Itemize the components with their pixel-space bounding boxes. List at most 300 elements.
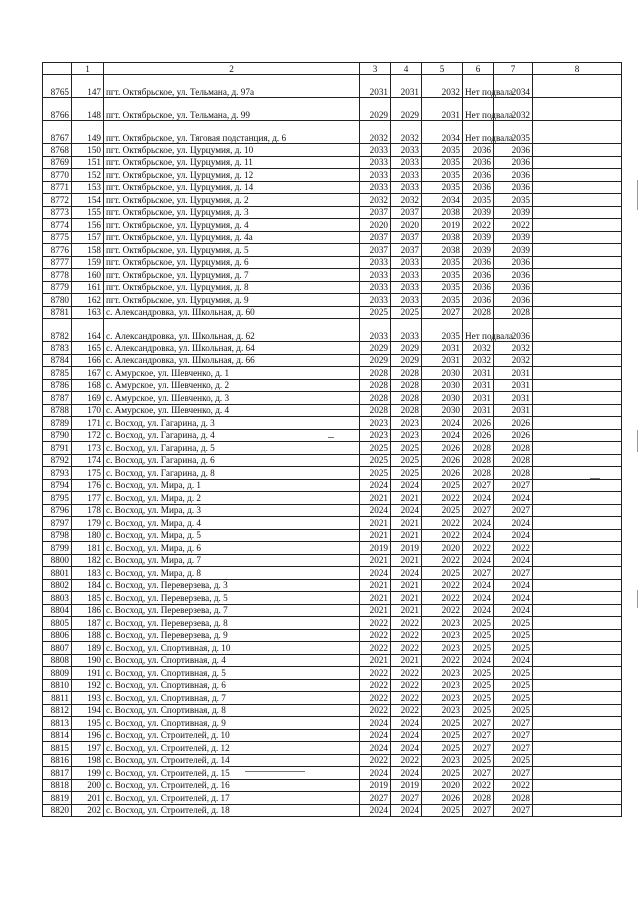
cell-addr: пгт. Октябрьское, ул. Цурцумия, д. 4а — [104, 231, 360, 244]
table-row — [43, 717, 622, 730]
cell-c4: 2033 — [391, 144, 422, 157]
table-row — [43, 567, 622, 580]
cell-c4: 2028 — [391, 404, 422, 417]
cell-c4: 2024 — [391, 804, 422, 817]
table-row — [43, 231, 622, 244]
table-row — [43, 604, 622, 617]
cell-c3: 2022 — [360, 617, 391, 630]
cell-c3: 2019 — [360, 542, 391, 555]
cell-i: 159 — [72, 256, 104, 269]
cell-addr: с. Восход, ул. Гагарина, д. 5 — [104, 442, 360, 455]
cell-c5: 2025 — [422, 804, 463, 817]
cell-addr: с. Восход, ул. Спортивная, д. 5 — [104, 667, 360, 680]
cell-c6: 2028 — [463, 454, 494, 467]
cell-n: 8807 — [43, 642, 72, 655]
cell-c3: 2021 — [360, 579, 391, 592]
cell-addr: с. Восход, ул. Мира, д. 4 — [104, 517, 360, 530]
cell-c7: 2025 — [494, 617, 533, 630]
cell-c7: 2025 — [494, 679, 533, 692]
cell-c6: 2027 — [463, 804, 494, 817]
cell-c3: 2021 — [360, 592, 391, 605]
cell-addr: с. Восход, ул. Переверзева, д. 7 — [104, 604, 360, 617]
cell-c7: 2026 — [494, 429, 533, 442]
cell-n: 8779 — [43, 281, 72, 294]
cell-addr: с. Восход, ул. Мира, д. 8 — [104, 567, 360, 580]
cell-c3: 2023 — [360, 417, 391, 430]
cell-c7: 2031 — [494, 367, 533, 380]
cell-c4: 2037 — [391, 231, 422, 244]
cell-i: 152 — [72, 169, 104, 182]
cell-c6: 2025 — [463, 642, 494, 655]
header-row — [43, 63, 622, 75]
cell-c3: 2029 — [360, 342, 391, 355]
cell-c5: 2026 — [422, 442, 463, 455]
cell-n: 8793 — [43, 467, 72, 480]
cell-c6: 2027 — [463, 767, 494, 780]
cell-c5: 2024 — [422, 417, 463, 430]
cell-n: 8781 — [43, 306, 72, 319]
cell-addr: пгт. Октябрьское, ул. Тельмана, д. 99 — [104, 98, 360, 121]
cell-c8 — [533, 392, 622, 405]
cell-c4: 2019 — [391, 542, 422, 555]
cell-i: 193 — [72, 692, 104, 705]
cell-c8 — [533, 504, 622, 517]
cell-i: 170 — [72, 404, 104, 417]
cell-i: 178 — [72, 504, 104, 517]
cell-c5: 2027 — [422, 306, 463, 319]
cell-i: 192 — [72, 679, 104, 692]
cell-c3: 2025 — [360, 454, 391, 467]
cell-addr: пгт. Октябрьское, ул. Цурцумия, д. 11 — [104, 156, 360, 169]
cell-n: 8818 — [43, 779, 72, 792]
cell-n: 8765 — [43, 75, 72, 98]
cell-c4: 2024 — [391, 479, 422, 492]
cell-c6: 2036 — [463, 256, 494, 269]
scan-smudge — [328, 437, 334, 438]
cell-addr: с. Восход, ул. Гагарина, д. 8 — [104, 467, 360, 480]
cell-c5: 2022 — [422, 517, 463, 530]
cell-c6: 2036 — [463, 169, 494, 182]
cell-c7: 2024 — [494, 604, 533, 617]
cell-i: 186 — [72, 604, 104, 617]
table-row — [43, 529, 622, 542]
cell-c8 — [533, 604, 622, 617]
cell-c6: 2027 — [463, 479, 494, 492]
cell-c8 — [533, 429, 622, 442]
cell-c5: 2030 — [422, 367, 463, 380]
cell-n: 8794 — [43, 479, 72, 492]
cell-n: 8802 — [43, 579, 72, 592]
cell-n: 8798 — [43, 529, 72, 542]
cell-c5: 2024 — [422, 429, 463, 442]
cell-c6: 2036 — [463, 156, 494, 169]
table-row — [43, 256, 622, 269]
cell-n: 8785 — [43, 367, 72, 380]
table-row — [43, 642, 622, 655]
table-row — [43, 617, 622, 630]
table-row — [43, 194, 622, 207]
cell-c4: 2021 — [391, 592, 422, 605]
cell-c5: 2038 — [422, 244, 463, 257]
cell-c6: 2022 — [463, 779, 494, 792]
cell-i: 158 — [72, 244, 104, 257]
cell-i: 181 — [72, 542, 104, 555]
cell-n: 8805 — [43, 617, 72, 630]
cell-addr: с. Восход, ул. Переверзева, д. 5 — [104, 592, 360, 605]
cell-c8 — [533, 269, 622, 282]
cell-c8 — [533, 306, 622, 319]
table-row — [43, 429, 622, 442]
table-row — [43, 219, 622, 232]
cell-c8 — [533, 75, 622, 98]
cell-n: 8774 — [43, 219, 72, 232]
cell-c3: 2032 — [360, 194, 391, 207]
table-row — [43, 392, 622, 405]
cell-c8 — [533, 144, 622, 157]
cell-i: 149 — [72, 121, 104, 144]
cell-c5: 2035 — [422, 144, 463, 157]
table-row — [43, 454, 622, 467]
table-row — [43, 504, 622, 517]
cell-c8 — [533, 256, 622, 269]
cell-n: 8799 — [43, 542, 72, 555]
table-row — [43, 679, 622, 692]
table-row — [43, 554, 622, 567]
cell-n: 8791 — [43, 442, 72, 455]
cell-c5: 2026 — [422, 792, 463, 805]
cell-c4: 2037 — [391, 206, 422, 219]
cell-i: 194 — [72, 704, 104, 717]
cell-c7: 2022 — [494, 219, 533, 232]
cell-c5: 2030 — [422, 404, 463, 417]
cell-i: 161 — [72, 281, 104, 294]
table-row — [43, 75, 622, 98]
cell-n: 8768 — [43, 144, 72, 157]
cell-c6: 2036 — [463, 144, 494, 157]
cell-addr: с. Восход, ул. Гагарина, д. 4 — [104, 429, 360, 442]
cell-i: 197 — [72, 742, 104, 755]
cell-addr: с. Восход, ул. Строителей, д. 17 — [104, 792, 360, 805]
table-row — [43, 169, 622, 182]
cell-c4: 2023 — [391, 429, 422, 442]
cell-c6: 2028 — [463, 467, 494, 480]
cell-addr: с. Восход, ул. Строителей, д. 18 — [104, 804, 360, 817]
cell-c6: 2026 — [463, 429, 494, 442]
cell-c8 — [533, 767, 622, 780]
cell-c6: 2025 — [463, 679, 494, 692]
cell-c7: 2027 — [494, 804, 533, 817]
cell-c8 — [533, 294, 622, 307]
cell-c8 — [533, 542, 622, 555]
cell-c3: 2021 — [360, 517, 391, 530]
cell-c4: 2033 — [391, 294, 422, 307]
cell-c4: 2023 — [391, 417, 422, 430]
cell-c8 — [533, 779, 622, 792]
cell-c7: 2036 — [494, 281, 533, 294]
cell-n: 8816 — [43, 754, 72, 767]
cell-n: 8797 — [43, 517, 72, 530]
cell-c4: 2021 — [391, 517, 422, 530]
table-body — [43, 75, 622, 817]
table-row — [43, 342, 622, 355]
cell-c3: 2022 — [360, 754, 391, 767]
cell-addr: с. Амурское, ул. Шевченко, д. 3 — [104, 392, 360, 405]
cell-c3: 2037 — [360, 231, 391, 244]
cell-addr: пгт. Октябрьское, ул. Цурцумия, д. 8 — [104, 281, 360, 294]
cell-c8 — [533, 567, 622, 580]
table-row — [43, 667, 622, 680]
cell-addr: пгт. Октябрьское, ул. Цурцумия, д. 12 — [104, 169, 360, 182]
cell-c6: 2025 — [463, 629, 494, 642]
cell-c6: 2031 — [463, 367, 494, 380]
cell-n: 8808 — [43, 654, 72, 667]
cell-c3: 2033 — [360, 144, 391, 157]
cell-c4: 2024 — [391, 742, 422, 755]
header-cell: 1 — [72, 63, 104, 75]
cell-c7: 2036 — [494, 169, 533, 182]
cell-i: 198 — [72, 754, 104, 767]
header-cell: 6 — [463, 63, 494, 75]
cell-n: 8795 — [43, 492, 72, 505]
cell-c6: 2028 — [463, 792, 494, 805]
cell-n: 8814 — [43, 729, 72, 742]
cell-i: 177 — [72, 492, 104, 505]
cell-n: 8806 — [43, 629, 72, 642]
table-row — [43, 579, 622, 592]
table-row — [43, 767, 622, 780]
cell-c4: 2028 — [391, 379, 422, 392]
table-row — [43, 269, 622, 282]
table-row — [43, 294, 622, 307]
cell-c3: 2022 — [360, 704, 391, 717]
cell-c6: 2039 — [463, 231, 494, 244]
cell-c6: 2025 — [463, 704, 494, 717]
table-row — [43, 206, 622, 219]
cell-c7: 2024 — [494, 579, 533, 592]
cell-addr: с. Амурское, ул. Шевченко, д. 4 — [104, 404, 360, 417]
cell-c8 — [533, 454, 622, 467]
cell-c5: 2031 — [422, 98, 463, 121]
cell-c5: 2022 — [422, 604, 463, 617]
cell-c5: 2026 — [422, 454, 463, 467]
cell-c5: 2022 — [422, 579, 463, 592]
cell-i: 150 — [72, 144, 104, 157]
cell-c7: 2026 — [494, 417, 533, 430]
cell-c4: 2024 — [391, 504, 422, 517]
table-row — [43, 379, 622, 392]
cell-c8 — [533, 417, 622, 430]
cell-i: 166 — [72, 354, 104, 367]
cell-c7: 2039 — [494, 231, 533, 244]
cell-c4: 2021 — [391, 492, 422, 505]
cell-c4: 2032 — [391, 121, 422, 144]
cell-c5: 2020 — [422, 542, 463, 555]
cell-c4: 2029 — [391, 98, 422, 121]
cell-c8 — [533, 319, 622, 342]
cell-c3: 2022 — [360, 679, 391, 692]
cell-c8 — [533, 354, 622, 367]
cell-i: 154 — [72, 194, 104, 207]
cell-c3: 2032 — [360, 121, 391, 144]
table-row — [43, 592, 622, 605]
cell-addr: с. Восход, ул. Спортивная, д. 7 — [104, 692, 360, 705]
cell-n: 8812 — [43, 704, 72, 717]
cell-c8 — [533, 244, 622, 257]
cell-c4: 2020 — [391, 219, 422, 232]
cell-addr: с. Восход, ул. Мира, д. 2 — [104, 492, 360, 505]
cell-c8 — [533, 754, 622, 767]
cell-c3: 2027 — [360, 792, 391, 805]
cell-c3: 2028 — [360, 379, 391, 392]
cell-i: 155 — [72, 206, 104, 219]
cell-n: 8810 — [43, 679, 72, 692]
cell-c8 — [533, 156, 622, 169]
cell-c4: 2028 — [391, 392, 422, 405]
cell-addr: с. Восход, ул. Мира, д. 7 — [104, 554, 360, 567]
cell-c6: 2024 — [463, 592, 494, 605]
cell-c6: 2024 — [463, 654, 494, 667]
cell-c7: 2032 — [494, 342, 533, 355]
cell-c4: 2033 — [391, 181, 422, 194]
cell-c5: 2023 — [422, 754, 463, 767]
cell-c7: 2025 — [494, 642, 533, 655]
cell-n: 8789 — [43, 417, 72, 430]
cell-c7: 2024 — [494, 517, 533, 530]
cell-c6: Нет подвала — [463, 319, 494, 342]
cell-c3: 2037 — [360, 244, 391, 257]
cell-c5: 2035 — [422, 281, 463, 294]
cell-c5: 2022 — [422, 554, 463, 567]
cell-c5: 2035 — [422, 169, 463, 182]
cell-addr: с. Восход, ул. Переверзева, д. 3 — [104, 579, 360, 592]
cell-c8 — [533, 554, 622, 567]
cell-c4: 2027 — [391, 792, 422, 805]
table-row — [43, 792, 622, 805]
cell-c4: 2033 — [391, 169, 422, 182]
cell-c8 — [533, 729, 622, 742]
cell-c4: 2031 — [391, 75, 422, 98]
cell-c5: 2032 — [422, 75, 463, 98]
cell-c8 — [533, 479, 622, 492]
cell-addr: с. Амурское, ул. Шевченко, д. 1 — [104, 367, 360, 380]
cell-c7: 2027 — [494, 504, 533, 517]
cell-c4: 2029 — [391, 342, 422, 355]
cell-c4: 2025 — [391, 306, 422, 319]
cell-c8 — [533, 804, 622, 817]
cell-c5: 2020 — [422, 779, 463, 792]
table-row — [43, 804, 622, 817]
cell-c7: 2035 — [494, 121, 533, 144]
cell-c3: 2021 — [360, 492, 391, 505]
cell-c4: 2033 — [391, 156, 422, 169]
cell-c7: 2027 — [494, 479, 533, 492]
cell-c7: 2036 — [494, 156, 533, 169]
cell-c8 — [533, 592, 622, 605]
cell-c8 — [533, 742, 622, 755]
cell-c3: 2024 — [360, 479, 391, 492]
cell-i: 156 — [72, 219, 104, 232]
cell-i: 148 — [72, 98, 104, 121]
cell-c5: 2022 — [422, 529, 463, 542]
cell-c6: Нет подвала — [463, 98, 494, 121]
cell-i: 151 — [72, 156, 104, 169]
cell-n: 8771 — [43, 181, 72, 194]
cell-i: 195 — [72, 717, 104, 730]
page-edge-line — [637, 430, 638, 452]
cell-c4: 2024 — [391, 717, 422, 730]
cell-addr: с. Восход, ул. Строителей, д. 10 — [104, 729, 360, 742]
cell-c7: 2027 — [494, 567, 533, 580]
cell-i: 164 — [72, 319, 104, 342]
cell-c7: 2024 — [494, 554, 533, 567]
cell-c8 — [533, 404, 622, 417]
cell-c8 — [533, 579, 622, 592]
cell-c3: 2020 — [360, 219, 391, 232]
cell-c7: 2031 — [494, 392, 533, 405]
cell-c5: 2023 — [422, 692, 463, 705]
cell-i: 175 — [72, 467, 104, 480]
cell-c3: 2023 — [360, 429, 391, 442]
cell-c4: 2022 — [391, 679, 422, 692]
cell-c3: 2033 — [360, 169, 391, 182]
cell-n: 8777 — [43, 256, 72, 269]
cell-c6: 2036 — [463, 281, 494, 294]
cell-c6: 2032 — [463, 342, 494, 355]
cell-c3: 2024 — [360, 567, 391, 580]
cell-n: 8820 — [43, 804, 72, 817]
cell-c6: 2027 — [463, 729, 494, 742]
cell-addr: с. Александровка, ул. Школьная, д. 62 — [104, 319, 360, 342]
cell-c7: 2025 — [494, 692, 533, 705]
cell-c4: 2028 — [391, 367, 422, 380]
cell-i: 200 — [72, 779, 104, 792]
cell-c8 — [533, 704, 622, 717]
cell-c7: 2036 — [494, 144, 533, 157]
cell-addr: с. Восход, ул. Мира, д. 6 — [104, 542, 360, 555]
cell-i: 169 — [72, 392, 104, 405]
cell-c4: 2021 — [391, 529, 422, 542]
header-cell: 8 — [533, 63, 622, 75]
cell-n: 8801 — [43, 567, 72, 580]
cell-c4: 2029 — [391, 354, 422, 367]
header-cell-blank — [43, 63, 72, 75]
cell-n: 8819 — [43, 792, 72, 805]
cell-c8 — [533, 367, 622, 380]
cell-n: 8790 — [43, 429, 72, 442]
cell-c4: 2022 — [391, 692, 422, 705]
cell-c6: 2039 — [463, 206, 494, 219]
cell-c5: 2025 — [422, 767, 463, 780]
cell-i: 199 — [72, 767, 104, 780]
cell-c8 — [533, 642, 622, 655]
cell-c5: 2025 — [422, 729, 463, 742]
cell-c8 — [533, 121, 622, 144]
cell-addr: с. Александровка, ул. Школьная, д. 60 — [104, 306, 360, 319]
cell-c5: 2026 — [422, 467, 463, 480]
cell-c8 — [533, 467, 622, 480]
cell-c3: 2021 — [360, 604, 391, 617]
cell-c7: 2025 — [494, 667, 533, 680]
cell-c7: 2039 — [494, 244, 533, 257]
cell-c3: 2037 — [360, 206, 391, 219]
header-cell: 5 — [422, 63, 463, 75]
cell-c7: 2027 — [494, 742, 533, 755]
cell-c6: 2028 — [463, 306, 494, 319]
cell-c7: 2028 — [494, 792, 533, 805]
cell-c8 — [533, 194, 622, 207]
table-row — [43, 367, 622, 380]
cell-i: 153 — [72, 181, 104, 194]
